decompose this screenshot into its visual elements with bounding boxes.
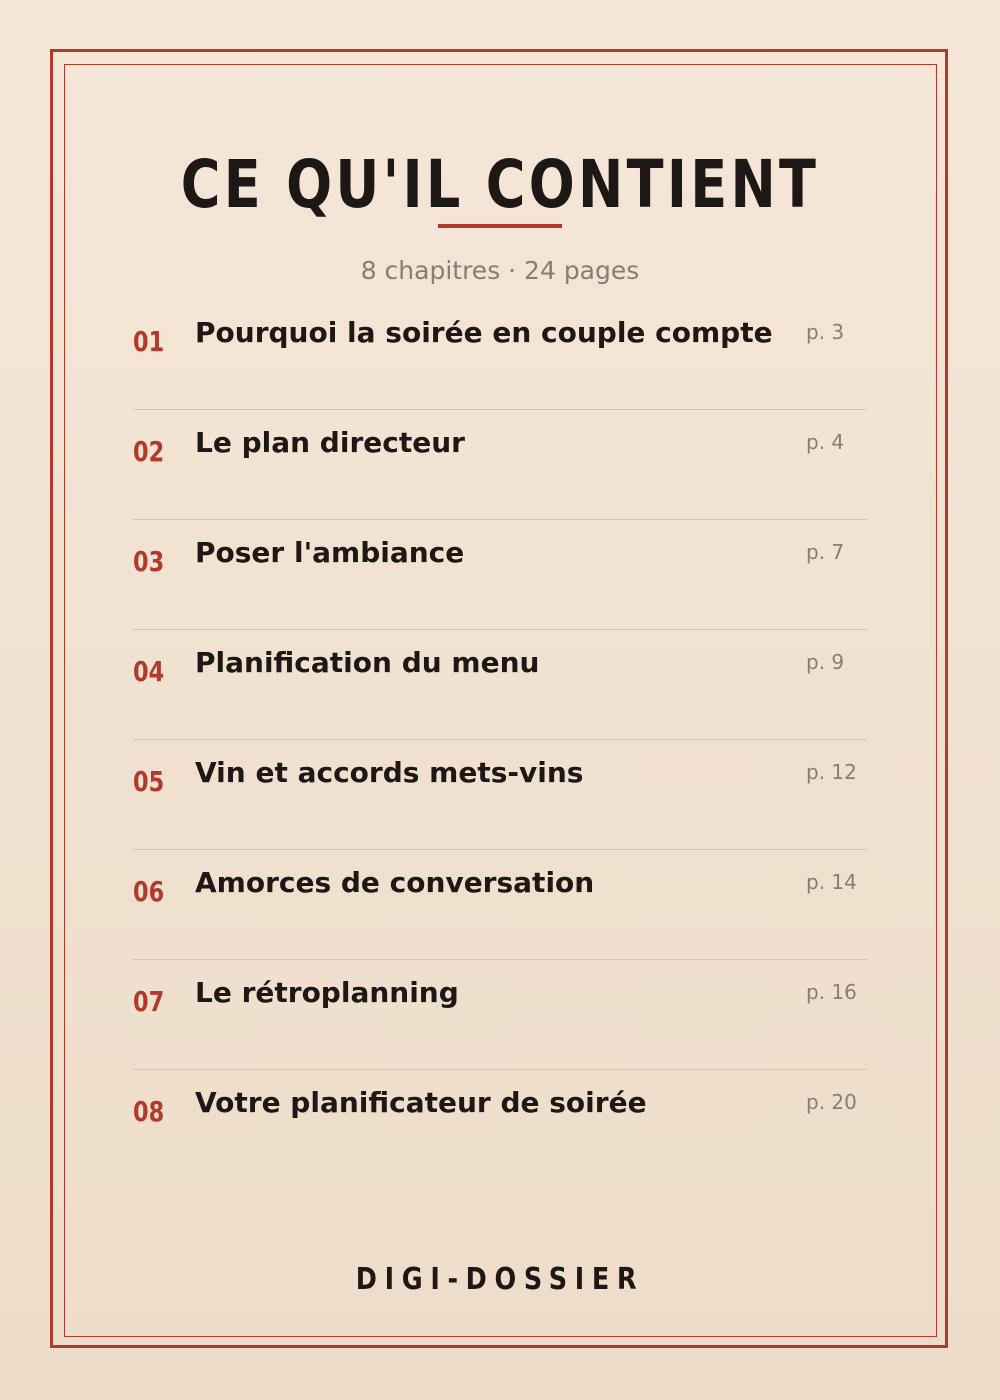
toc-entry[interactable] <box>133 300 867 410</box>
toc-entry[interactable] <box>133 410 867 520</box>
toc-entry-title: Votre planificateur de soirée <box>195 1086 647 1119</box>
toc-entry-page: p. 3 <box>806 320 845 344</box>
toc-entry-page: p. 20 <box>806 1090 857 1114</box>
toc-entry[interactable] <box>133 520 867 630</box>
toc-entry[interactable] <box>133 1070 867 1180</box>
page-title: CE QU'IL CONTIENT <box>180 146 820 223</box>
toc-entry-page: p. 9 <box>806 650 845 674</box>
toc-entry-title: Le rétroplanning <box>195 976 459 1009</box>
toc-entry-title: Planification du menu <box>195 646 540 679</box>
toc-entry-number: 06 <box>133 875 165 908</box>
toc-entry-page: p. 16 <box>806 980 857 1004</box>
brand-name: DIGI-DOSSIER <box>355 1262 645 1297</box>
page-subtitle: 8 chapitres · 24 pages <box>360 256 640 285</box>
table-of-contents <box>133 300 867 1180</box>
toc-entry[interactable] <box>133 960 867 1070</box>
toc-entry-number: 08 <box>133 1095 165 1128</box>
toc-entry-number: 02 <box>133 435 165 468</box>
toc-entry-title: Amorces de conversation <box>195 866 595 899</box>
toc-entry-number: 05 <box>133 765 165 798</box>
toc-entry-page: p. 14 <box>806 870 857 894</box>
toc-entry-number: 01 <box>133 325 165 358</box>
toc-entry-title: Pourquoi la soirée en couple compte <box>195 316 773 349</box>
toc-entry-number: 07 <box>133 985 165 1018</box>
title-underline <box>438 224 562 228</box>
toc-entry-title: Le plan directeur <box>195 426 465 459</box>
toc-entry-title: Poser l'ambiance <box>195 536 465 569</box>
toc-entry-page: p. 7 <box>806 540 845 564</box>
toc-entry-number: 03 <box>133 545 165 578</box>
toc-entry[interactable] <box>133 630 867 740</box>
toc-entry-number: 04 <box>133 655 165 688</box>
toc-entry[interactable] <box>133 740 867 850</box>
toc-entry-page: p. 12 <box>806 760 857 784</box>
toc-entry-page: p. 4 <box>806 430 845 454</box>
toc-entry-title: Vin et accords mets-vins <box>195 756 584 789</box>
toc-entry[interactable] <box>133 850 867 960</box>
